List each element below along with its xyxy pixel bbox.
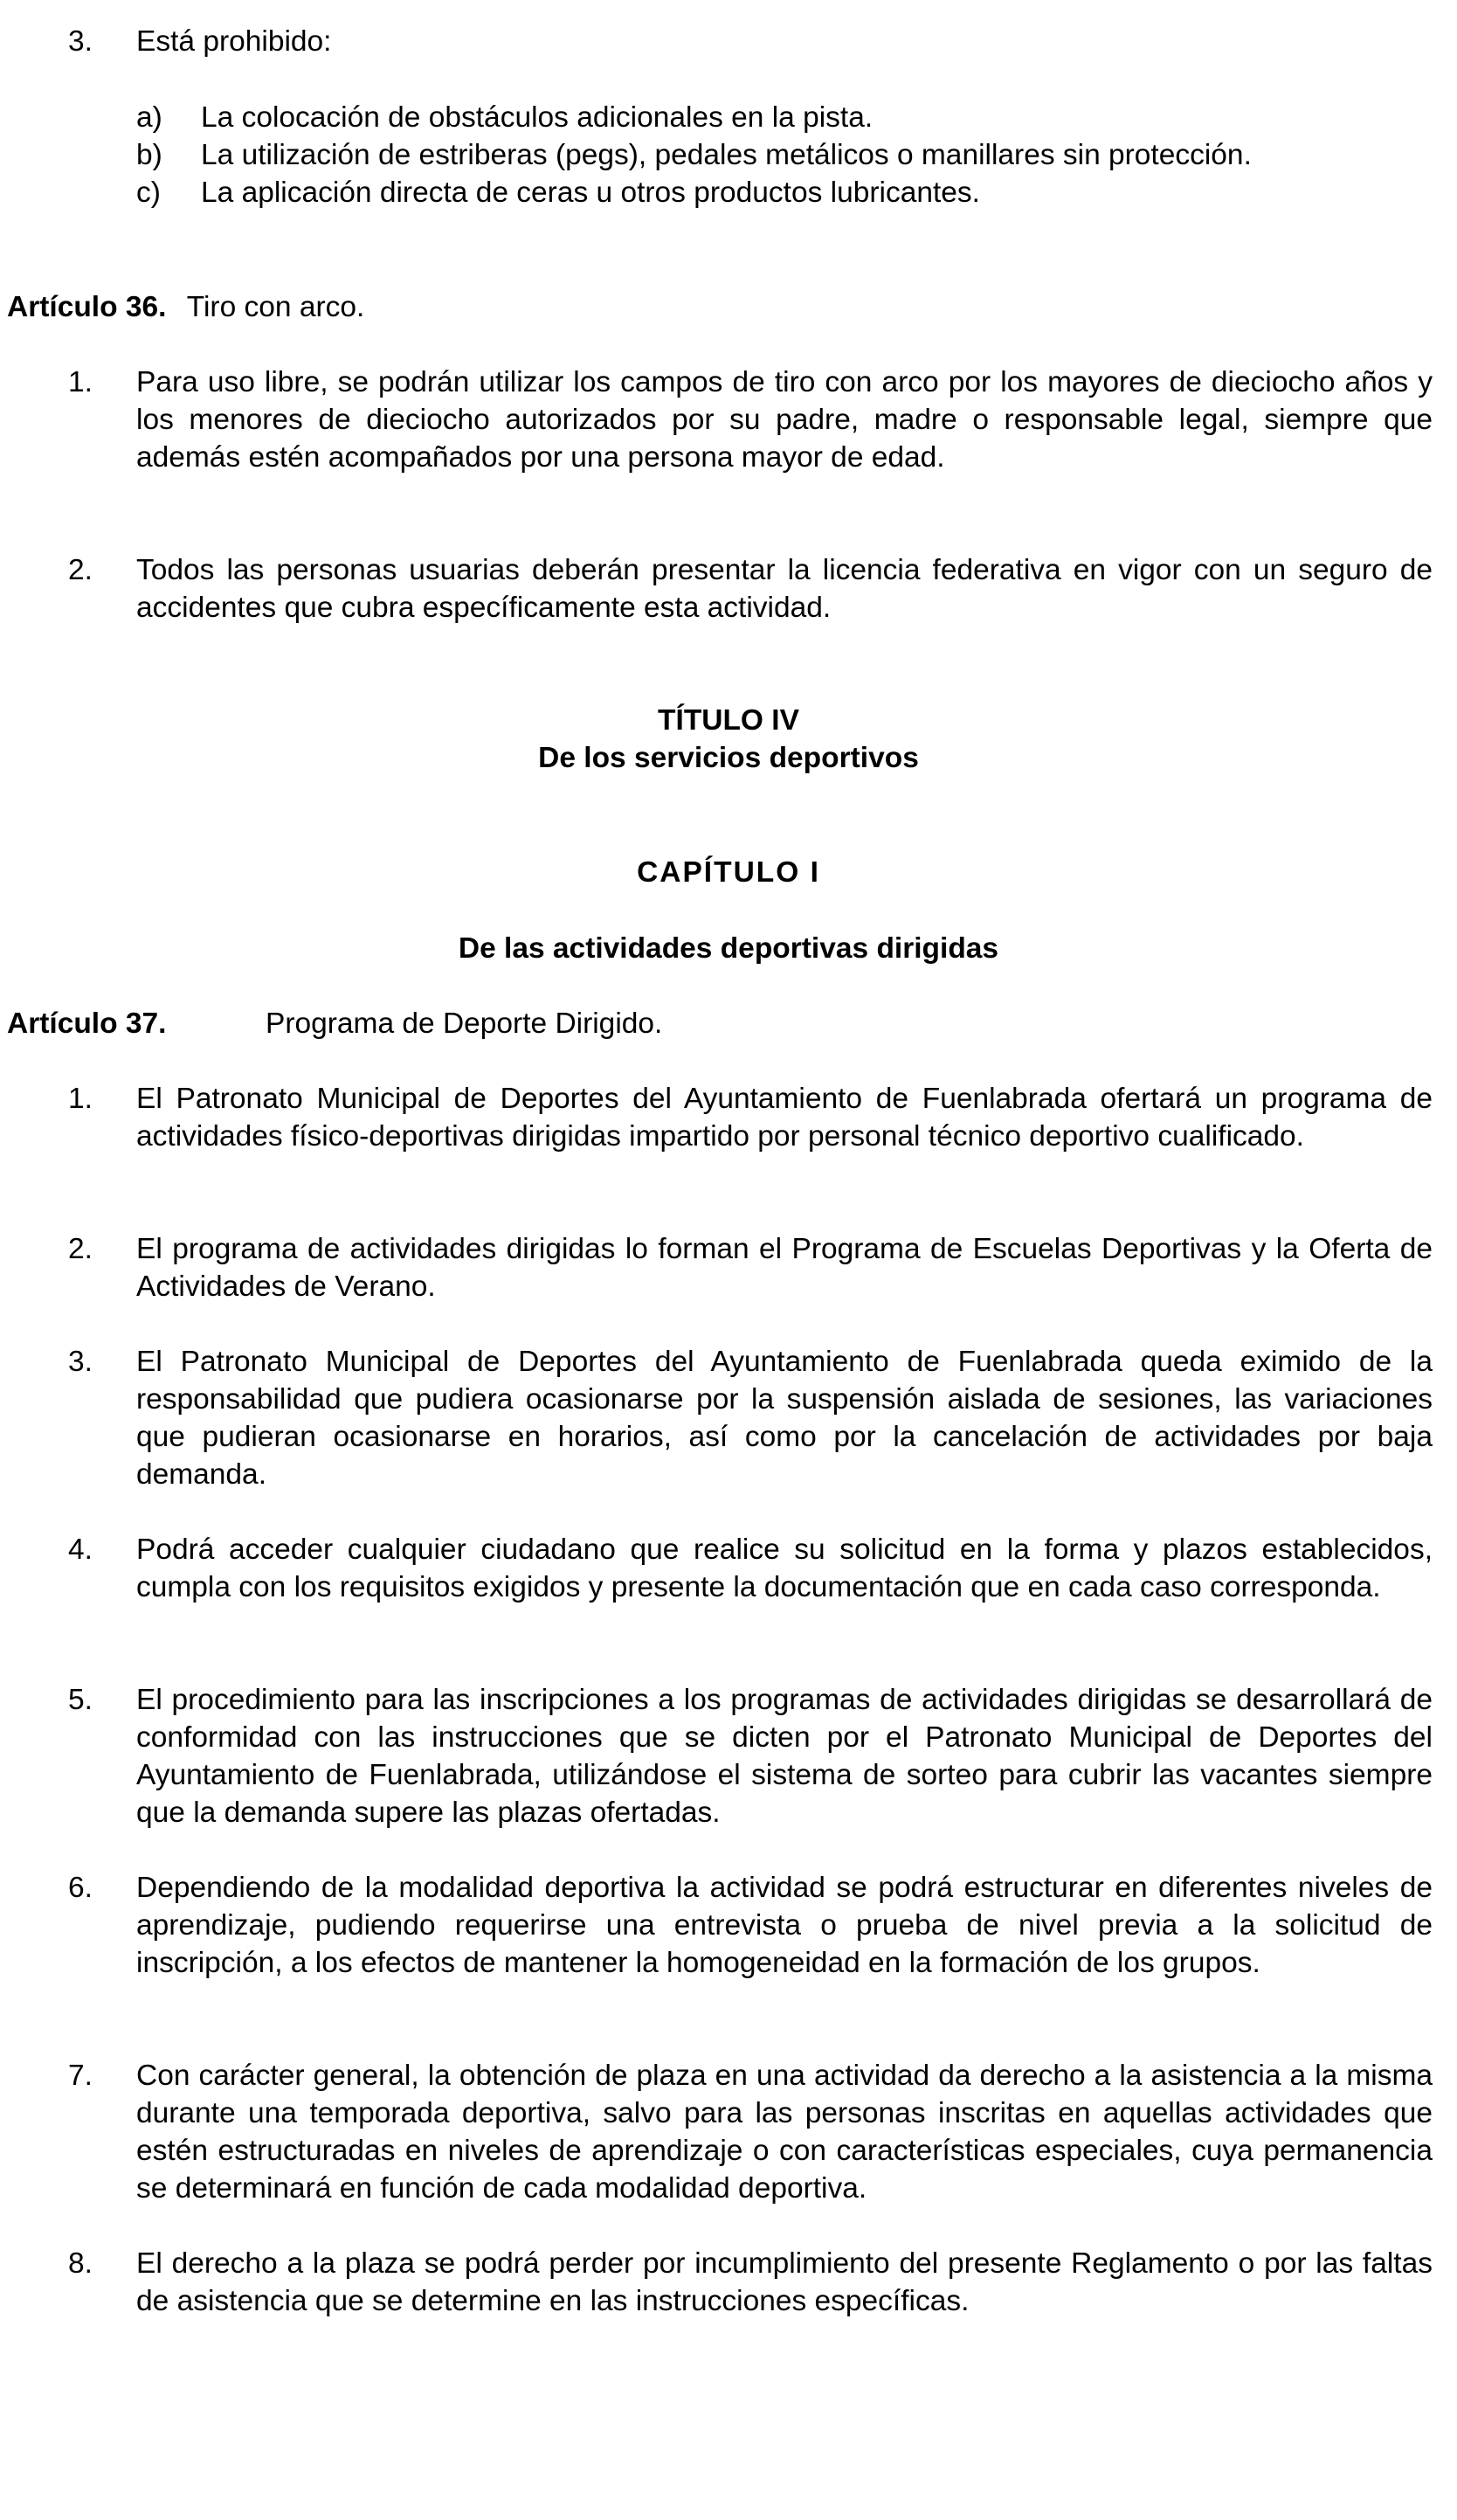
item-number: 2. — [68, 1233, 93, 1265]
sub-list-item — [136, 136, 1429, 174]
item-number: 4. — [68, 1533, 93, 1566]
item-text: El Patronato Municipal de Deportes del Ayuntamiento de Fuenlabrada queda eximido de la responsabilidad que pudiera ocasionarse por la suspensión aislada de sesiones, las variaciones que pudieran ocasionarse en horarios, así como por la cancelación de actividades por baja demanda. — [136, 1346, 1433, 1491]
list-item — [68, 1869, 1433, 2019]
list-item — [68, 2245, 1433, 2320]
list-item — [68, 1230, 1433, 1305]
item-text: El derecho a la plaza se podrá perder por incumplimiento del presente Reglamento o por las faltas de asistencia que se determine en las instrucciones específicas. — [136, 2247, 1433, 2317]
item-number: 1. — [68, 366, 93, 398]
item-text: Podrá acceder cualquier ciudadano que realice su solicitud en la forma y plazos establecidos, cumpla con los requisitos exigidos y presente la documentación que en cada caso corresponda. — [136, 1533, 1433, 1603]
item-number: 5. — [68, 1684, 93, 1716]
item-number: 8. — [68, 2247, 93, 2280]
item-letter: a) — [136, 101, 162, 134]
item-number: 3. — [68, 25, 93, 58]
item-text: Está prohibido: — [136, 25, 332, 58]
list-item — [68, 23, 1431, 60]
article-heading — [7, 1005, 793, 1042]
item-letter: b) — [136, 139, 162, 171]
chapter-subheading: De las actividades deportivas dirigidas — [458, 932, 999, 965]
list-item — [68, 551, 1433, 627]
item-text: Para uso libre, se podrán utilizar los campos de tiro con arco por los mayores de dieciocho años y los menores de dieciocho autorizados por su padre, madre o responsable legal, siempre que además estén acompañados por una persona mayor de edad. — [136, 366, 1433, 474]
list-item — [68, 1681, 1433, 1831]
item-number: 3. — [68, 1346, 93, 1378]
sub-list-item — [136, 174, 1429, 211]
item-text: El programa de actividades dirigidas lo forman el Programa de Escuelas Deportivas y la Oferta de Actividades de Verano. — [136, 1233, 1433, 1303]
article-label: Artículo 36. — [7, 291, 167, 323]
title-heading: TÍTULO IV — [658, 704, 799, 737]
item-number: 2. — [68, 554, 93, 586]
article-title: Programa de Deporte Dirigido. — [266, 1007, 663, 1040]
sub-list-item — [136, 99, 1429, 136]
list-item — [68, 1080, 1433, 1193]
chapter-heading: CAPÍTULO I — [637, 856, 820, 889]
item-text: Con carácter general, la obtención de plaza en una actividad da derecho a la asistencia a la misma durante una temporada deportiva, salvo para las personas inscritas en aquellas actividades que estén estructuradas en niveles de aprendizaje o con características especiales, cuya permanencia se determinará en función de cada modalidad deportiva. — [136, 2060, 1433, 2205]
item-text: Todos las personas usuarias deberán presentar la licencia federativa en vigor con un seguro de accidentes que cubra específicamente esta actividad. — [136, 554, 1433, 624]
list-item — [68, 1531, 1433, 1644]
item-number: 7. — [68, 2060, 93, 2092]
item-letter: c) — [136, 177, 161, 209]
item-number: 6. — [68, 1872, 93, 1904]
item-text: Dependiendo de la modalidad deportiva la actividad se podrá estructurar en diferentes niveles de aprendizaje, pudiendo requerirse una entrevista o prueba de nivel previa a la solicitud de inscripción, a los efectos de mantener la homogeneidad en la formación de los grupos. — [136, 1872, 1433, 1979]
title-subheading: De los servicios deportivos — [538, 742, 919, 774]
item-text: El Patronato Municipal de Deportes del Ayuntamiento de Fuenlabrada ofertará un programa de actividades físico-deportivas dirigidas impartido por personal técnico deportivo cualificado. — [136, 1083, 1433, 1153]
article-label: Artículo 37. — [7, 1007, 167, 1040]
item-number: 1. — [68, 1083, 93, 1115]
item-text: La utilización de estriberas (pegs), pedales metálicos o manillares sin protección. — [201, 139, 1252, 171]
item-text: La colocación de obstáculos adicionales en la pista. — [201, 101, 874, 134]
article-title: Tiro con arco. — [186, 291, 365, 323]
article-heading — [7, 288, 364, 326]
item-text: La aplicación directa de ceras u otros productos lubricantes. — [201, 177, 980, 209]
list-item — [68, 363, 1433, 514]
item-text: El procedimiento para las inscripciones a los programas de actividades dirigidas se desarrollará de conformidad con las instrucciones que se dicten por el Patronato Municipal de Deportes del Ayuntamiento de Fuenlabrada, utilizándose el sistema de sorteo para cubrir las vacantes siempre que la demanda supere las plazas ofertadas. — [136, 1684, 1433, 1829]
list-item — [68, 1343, 1433, 1493]
list-item — [68, 2057, 1433, 2207]
